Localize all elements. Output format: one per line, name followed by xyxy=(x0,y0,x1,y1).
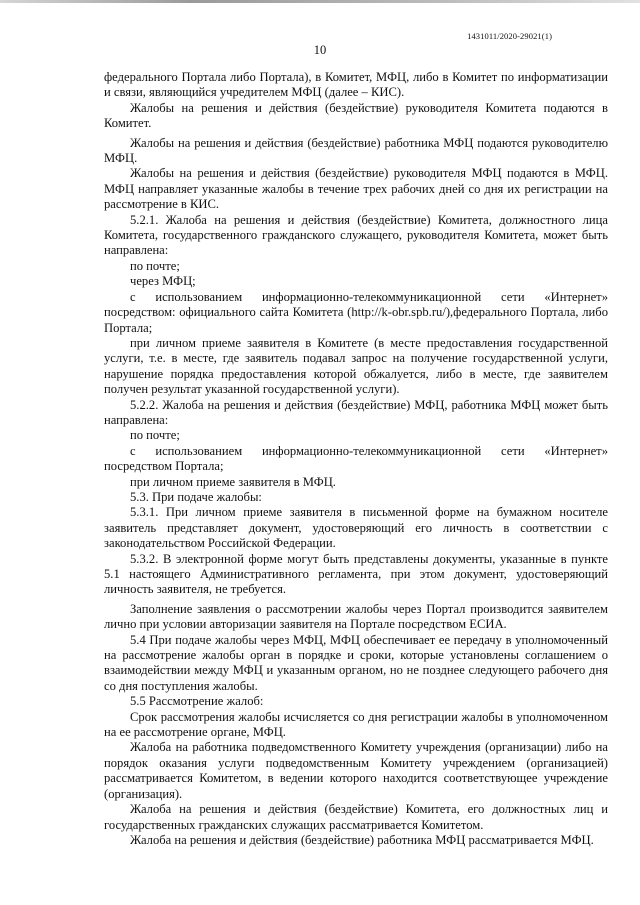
paragraph-16: 5.3.2. В электронной форме могут быть представлены документы, указанные в пункте 5.1 настоящего Административного регламента, при этом документ, удостоверяющий личность заявителя, не требуется. xyxy=(104,551,608,597)
paragraph-1: федерального Портала либо Портала), в Комитет, МФЦ, либо в Комитет по информатизации и связи, являющийся учредителем МФЦ (далее – КИС). xyxy=(104,70,608,100)
paragraph-6: по почте; xyxy=(130,258,180,273)
paragraph-14: 5.3. При подаче жалобы: xyxy=(130,489,262,504)
paragraph-21: Жалоба на работника подведомственного Комитету учреждения (организации) либо на порядок оказания услуги подведомственным Комитету учреждением (организацией) рассматривается Комитетом, в ведении которого находится соответствующее учреждение (организация). xyxy=(104,740,608,801)
document-id: 1431011/2020-29021(1) xyxy=(467,31,552,41)
document-body xyxy=(104,70,608,848)
paragraph-9: при личном приеме заявителя в Комитете (в месте предоставления государственной услуги, т.е. в месте, где заявитель подавал запрос на получение государственной услуги, нарушение порядка предоставления которой обжалуется, либо в месте, где заявителем получен результат указанной государственной услуги). xyxy=(104,335,608,397)
paragraph-23: Жалоба на решения и действия (бездействие) работника МФЦ рассматривается МФЦ. xyxy=(130,832,594,847)
paragraph-19: 5.5 Рассмотрение жалоб: xyxy=(130,694,264,709)
page-number: 10 xyxy=(313,43,327,57)
scan-top-edge xyxy=(0,0,640,3)
paragraph-20: Срок рассмотрения жалобы исчисляется со дня регистрации жалобы в уполномоченном на ее рассмотрение органе, МФЦ. xyxy=(104,709,608,740)
paragraph-15: 5.3.1. При личном приеме заявителя в письменной форме на бумажном носителе заявитель представляет документ, удостоверяющий его личность в соответствии с законодательством Российской Федерации. xyxy=(104,505,608,551)
paragraph-4: Жалобы на решения и действия (бездействие) руководителя МФЦ подаются в МФЦ. МФЦ направляет указанные жалобы в течение трех рабочих дней со дня их регистрации на рассмотрение в КИС. xyxy=(104,166,608,212)
paragraph-3: Жалобы на решения и действия (бездействие) работника МФЦ подаются руководителю МФЦ. xyxy=(104,135,608,166)
paragraph-2: Жалобы на решения и действия (бездействие) руководителя Комитета подаются в Комитет. xyxy=(104,100,608,131)
paragraph-7: через МФЦ; xyxy=(130,274,196,289)
paragraph-8: с использованием информационно-телекоммуникационной сети «Интернет» посредством: официального сайта Комитета (http://k-obr.spb.ru/),федерального Портала, либо Портала; xyxy=(104,289,608,335)
paragraph-12: с использованием информационно-телекоммуникационной сети «Интернет» посредством Портала; xyxy=(104,443,608,474)
paragraph-10: 5.2.2. Жалоба на решения и действия (бездействие) МФЦ, работника МФЦ может быть направлена: xyxy=(104,397,608,427)
paragraph-18: 5.4 При подаче жалобы через МФЦ, МФЦ обеспечивает ее передачу в уполномоченный на рассмотрение жалобы орган в порядке и сроки, которые установлены соглашением о взаимодействии между МФЦ и указанным органом, но не позднее следующего рабочего дня со дня поступления жалобы. xyxy=(104,632,608,693)
paragraph-13: при личном приеме заявителя в МФЦ. xyxy=(130,474,336,489)
paragraph-22: Жалоба на решения и действия (бездействие) Комитета, его должностных лиц и государственных гражданских служащих рассматривается Комитетом. xyxy=(104,802,608,832)
paragraph-5: 5.2.1. Жалоба на решения и действия (бездействие) Комитета, должностного лица Комитета, государственного гражданского служащего, руководителя Комитета, может быть направлена: xyxy=(104,212,608,258)
paragraph-17: Заполнение заявления о рассмотрении жалобы через Портал производится заявителем лично при условии авторизации заявителя на Портале посредством ЕСИА. xyxy=(104,601,608,632)
paragraph-11: по почте; xyxy=(130,428,180,443)
